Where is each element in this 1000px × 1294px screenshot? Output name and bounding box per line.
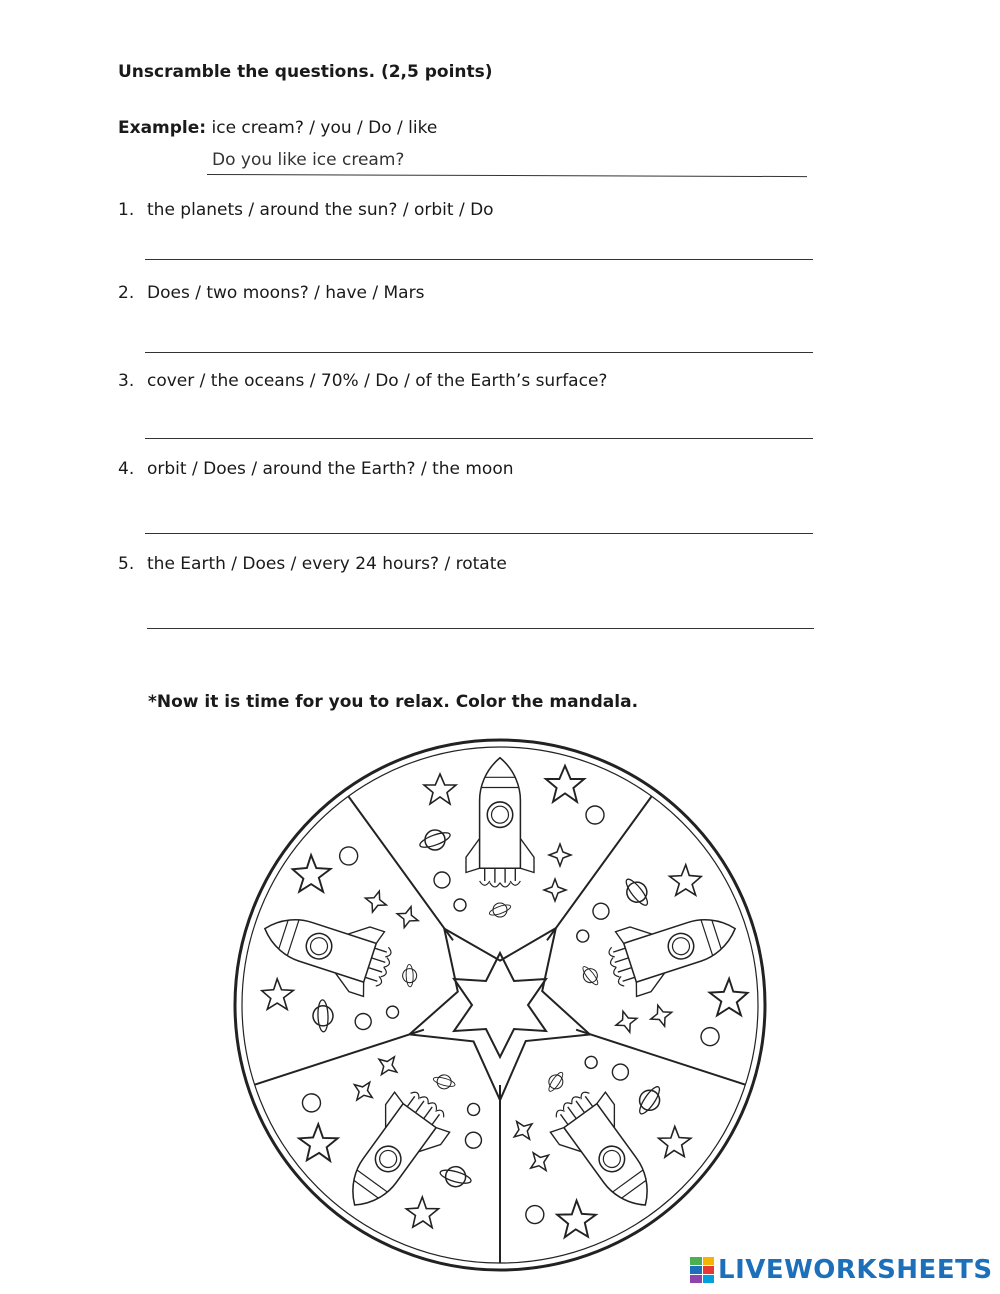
logo-text: LIVEWORKSHEETS [718, 1255, 993, 1285]
answer-input-3[interactable] [145, 438, 813, 439]
question-text: orbit / Does / around the Earth? / the moon [147, 459, 514, 479]
relax-instruction: *Now it is time for you to relax. Color the mandala. [148, 692, 639, 712]
answer-input-1[interactable] [145, 259, 813, 260]
logo-icon [690, 1257, 714, 1283]
question-text: the planets / around the sun? / orbit / Do [147, 200, 494, 220]
question-1 [118, 200, 494, 220]
question-4 [118, 459, 514, 479]
mandala-dividers [255, 796, 746, 1263]
space-mandala [230, 735, 770, 1275]
question-2 [118, 283, 424, 303]
example-row [118, 118, 437, 138]
question-number: 3. [118, 371, 135, 391]
liveworksheets-logo [690, 1256, 993, 1284]
example-answer-line [207, 174, 807, 177]
question-number: 4. [118, 459, 135, 479]
question-text: cover / the oceans / 70% / Do / of the Earth’s surface? [147, 371, 608, 391]
answer-input-2[interactable] [145, 352, 813, 353]
question-number: 5. [118, 554, 135, 574]
question-3 [118, 371, 607, 391]
worksheet-title: Unscramble the questions. (2,5 points) [118, 62, 493, 82]
question-5 [118, 554, 507, 574]
example-label: Example: [118, 118, 207, 138]
answer-input-5[interactable] [147, 628, 814, 629]
mandala-sector-3 [468, 1028, 712, 1266]
example-answer: Do you like ice cream? [212, 150, 405, 170]
example-prompt: ice cream? / you / Do / like [211, 118, 438, 138]
question-number: 1. [118, 200, 135, 220]
question-text: Does / two moons? / have / Mars [147, 283, 425, 303]
answer-input-4[interactable] [145, 533, 813, 534]
question-number: 2. [118, 283, 135, 303]
mandala-sector-5 [240, 830, 449, 1056]
mandala-sector-1 [418, 758, 604, 917]
question-text: the Earth / Does / every 24 hours? / rotate [147, 554, 507, 574]
